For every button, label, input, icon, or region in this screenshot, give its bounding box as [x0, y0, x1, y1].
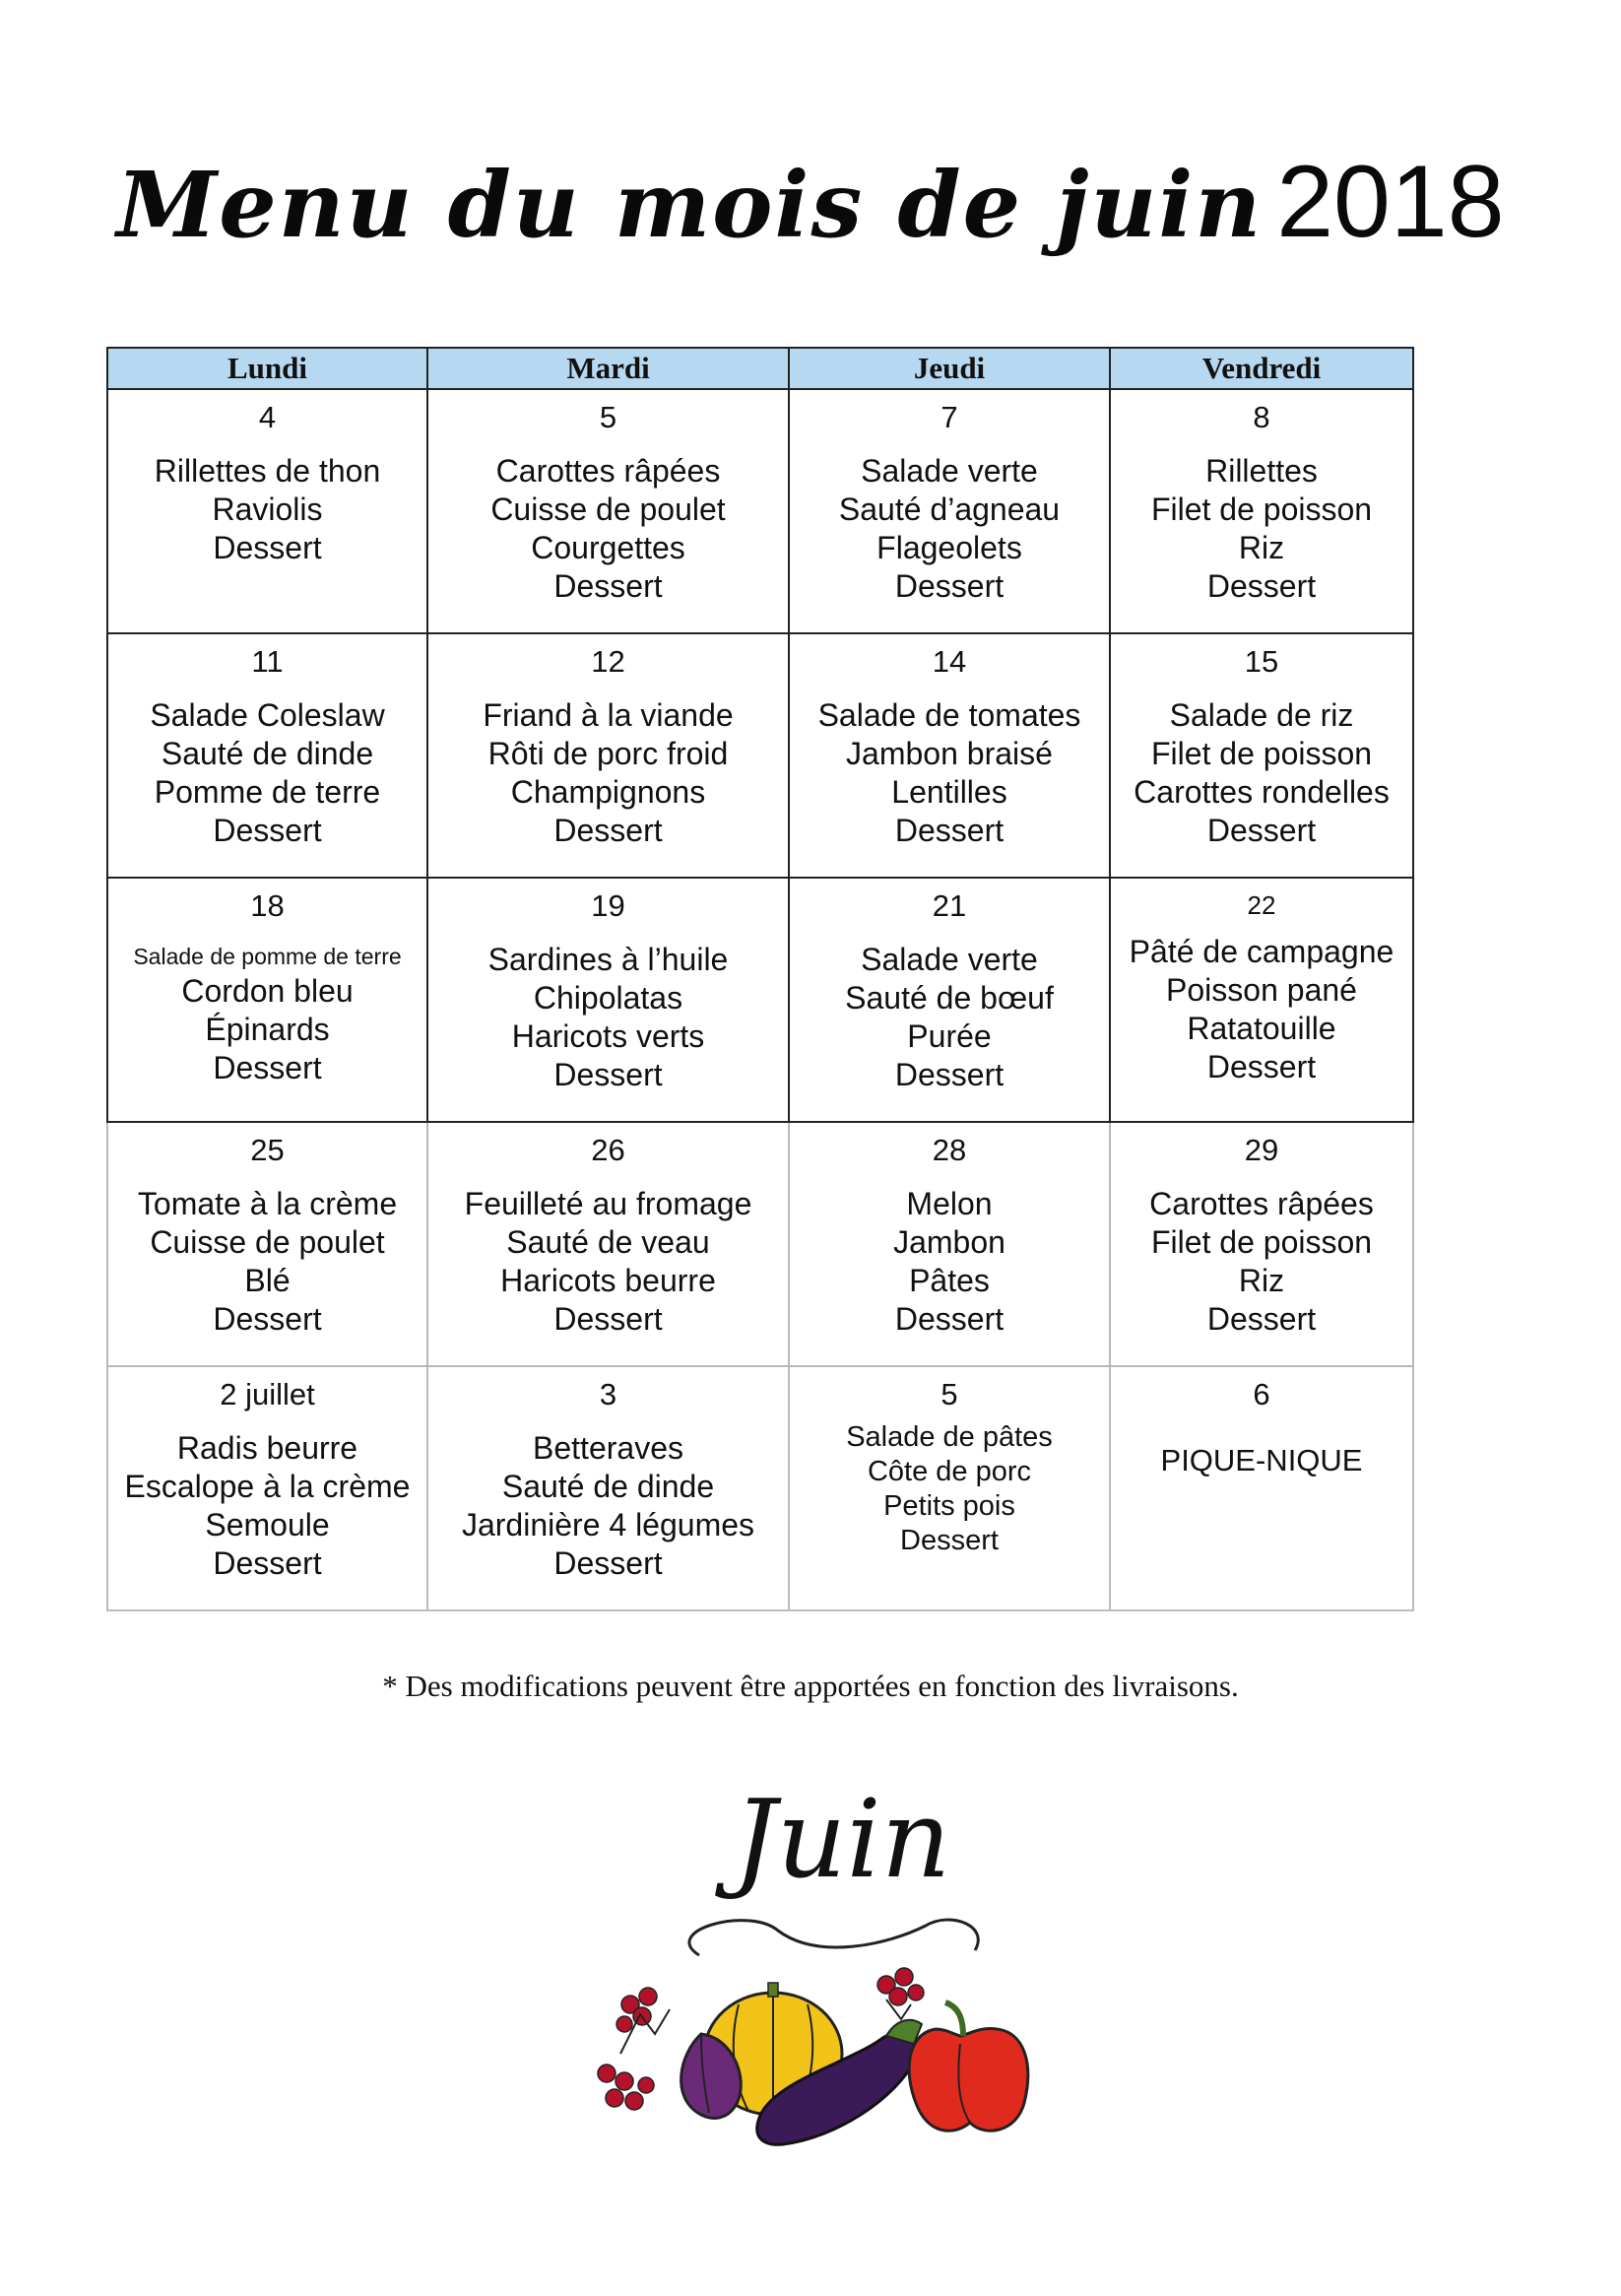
- menu-table: [106, 347, 1414, 1611]
- day-number: 18: [250, 888, 285, 923]
- dish: Jambon: [893, 1224, 1005, 1260]
- dish: Haricots beurre: [500, 1263, 716, 1298]
- dish: Escalope à la crème: [124, 1469, 411, 1504]
- dish: Cuisse de poulet: [490, 492, 726, 527]
- dish: Sardines à l’huile: [487, 942, 729, 977]
- svg-text:Juin: Juin: [733, 1776, 951, 1902]
- title-year: 2018: [1276, 145, 1505, 259]
- dish: Sauté de dinde: [501, 1469, 715, 1504]
- day-number: 22: [1247, 890, 1276, 920]
- menu-cell: [107, 1366, 427, 1610]
- menu-cell: [107, 1122, 427, 1366]
- dish: Carottes râpées: [495, 453, 721, 489]
- week-row: [107, 633, 1413, 878]
- dish: Melon: [906, 1186, 993, 1221]
- dish: Tomate à la crème: [137, 1186, 398, 1221]
- title-script: Menu du mois de juin: [116, 152, 1264, 258]
- dish: Petits pois: [883, 1490, 1015, 1522]
- dish: Salade de tomates: [817, 697, 1081, 733]
- day-number: 6: [1253, 1377, 1270, 1411]
- menu-cell: [1110, 1366, 1413, 1610]
- day-header: Lundi: [107, 348, 427, 389]
- day-number: 5: [940, 1377, 958, 1411]
- dish: Haricots verts: [511, 1018, 705, 1054]
- footnote: * Des modifications peuvent être apportées en fonction des livraisons.: [382, 1669, 1239, 1703]
- dish: Blé: [244, 1263, 291, 1298]
- dish: Purée: [907, 1018, 992, 1054]
- menu-cell: [1110, 878, 1413, 1122]
- menu-cell: [789, 1122, 1110, 1366]
- dish: Sauté de veau: [506, 1224, 710, 1260]
- menu-cell: [107, 878, 427, 1122]
- dish: Salade de pomme de terre: [133, 944, 402, 969]
- menu-cell: [427, 878, 789, 1122]
- dish: Dessert: [553, 1057, 663, 1092]
- menu-cell: [427, 1122, 789, 1366]
- week-row: [107, 389, 1413, 633]
- day-number: 5: [599, 400, 617, 434]
- dish: Sauté de bœuf: [845, 980, 1054, 1016]
- menu-cell: [1110, 389, 1413, 633]
- week-row: [107, 1366, 1413, 1610]
- day-number: 15: [1244, 644, 1279, 679]
- dish: Dessert: [213, 1050, 322, 1085]
- dish: Raviolis: [212, 492, 323, 527]
- week-row: [107, 878, 1413, 1122]
- dish: Épinards: [205, 1012, 330, 1047]
- dish: Sauté de dinde: [161, 736, 374, 771]
- dish: Salade verte: [861, 942, 1038, 977]
- dish: Rôti de porc froid: [487, 736, 729, 771]
- dish: Dessert: [553, 1545, 663, 1581]
- dish: Riz: [1238, 530, 1285, 565]
- dish: Dessert: [553, 568, 663, 604]
- dish: Poisson pané: [1166, 972, 1357, 1008]
- pepper-icon: [909, 2002, 1028, 2131]
- menu-cell: [789, 878, 1110, 1122]
- dish: Salade de pâtes: [846, 1421, 1053, 1453]
- menu-cell: [427, 389, 789, 633]
- menu-cell: [789, 389, 1110, 633]
- dish: Dessert: [894, 1301, 1005, 1337]
- menu-cell: [107, 389, 427, 633]
- dish: Jambon braisé: [846, 736, 1053, 771]
- dish: Filet de poisson: [1150, 492, 1373, 527]
- dish: Rillettes: [1205, 453, 1318, 489]
- dish: Courgettes: [531, 530, 685, 565]
- dish: Dessert: [213, 1301, 322, 1337]
- menu-cell: [427, 1366, 789, 1610]
- dish: Dessert: [213, 1545, 322, 1581]
- dish: Dessert: [894, 813, 1005, 848]
- dish: Radis beurre: [176, 1430, 358, 1466]
- day-number: 3: [599, 1377, 617, 1411]
- dish: Dessert: [213, 813, 322, 848]
- menu-cell: [427, 633, 789, 878]
- dish: Dessert: [894, 568, 1005, 604]
- day-number: 21: [932, 888, 967, 923]
- day-number: 28: [932, 1133, 967, 1167]
- dish: Riz: [1238, 1263, 1285, 1298]
- day-number: 11: [251, 644, 284, 679]
- dish: Ratatouille: [1187, 1011, 1336, 1046]
- dish: Flageolets: [876, 530, 1022, 565]
- day-number: 29: [1244, 1133, 1279, 1167]
- menu-cell: [789, 633, 1110, 878]
- day-header: Mardi: [427, 348, 789, 389]
- dish: Carottes râpées: [1149, 1186, 1374, 1221]
- dish: Lentilles: [891, 774, 1007, 810]
- dish: Rillettes de thon: [154, 453, 381, 489]
- grapes-icon: [877, 1968, 924, 2019]
- dish: Filet de poisson: [1150, 1224, 1373, 1260]
- dish: Champignons: [510, 774, 706, 810]
- day-number: 25: [250, 1133, 285, 1167]
- header-row: [107, 348, 1413, 389]
- grapes-icon: [598, 1988, 670, 2110]
- dish: Dessert: [1206, 1049, 1317, 1084]
- day-number: 12: [591, 644, 625, 679]
- day-number: 8: [1253, 400, 1270, 434]
- menu-cell: [1110, 633, 1413, 878]
- dish: Friand à la viande: [483, 697, 734, 733]
- dish: Salade verte: [861, 453, 1038, 489]
- day-number: 26: [591, 1133, 625, 1167]
- dish: Côte de porc: [867, 1456, 1032, 1487]
- menu-cell: [789, 1366, 1110, 1610]
- dish: Carottes rondelles: [1134, 774, 1390, 810]
- menu-cell: [1110, 1122, 1413, 1366]
- dish: Sauté d’agneau: [838, 492, 1061, 527]
- day-number: 7: [940, 400, 958, 434]
- dish: Dessert: [900, 1525, 999, 1556]
- dish: Feuilleté au fromage: [464, 1186, 752, 1221]
- dish: Dessert: [553, 1301, 663, 1337]
- dish: Filet de poisson: [1150, 736, 1373, 771]
- day-header: Jeudi: [789, 348, 1110, 389]
- week-row: [107, 1122, 1413, 1366]
- day-number: 2 juillet: [220, 1377, 315, 1411]
- dish: Salade de riz: [1169, 697, 1354, 733]
- dish: Dessert: [1206, 813, 1317, 848]
- dish: Jardinière 4 légumes: [461, 1507, 755, 1542]
- dish: Dessert: [213, 530, 322, 565]
- dish: PIQUE-NIQUE: [1160, 1443, 1363, 1477]
- dish: Chipolatas: [533, 980, 683, 1016]
- dish: Dessert: [553, 813, 663, 848]
- dish: Dessert: [1206, 1301, 1317, 1337]
- dish: Pomme de terre: [154, 774, 381, 810]
- dish: Semoule: [205, 1507, 330, 1542]
- page-title: [0, 145, 1621, 260]
- dish: Pâtes: [909, 1263, 990, 1298]
- dish: Salade Coleslaw: [150, 697, 385, 733]
- dish: Dessert: [1206, 568, 1317, 604]
- juin-lettering: [689, 1776, 978, 1955]
- dish: Pâté de campagne: [1129, 934, 1394, 969]
- day-number: 14: [932, 644, 967, 679]
- dish: Cordon bleu: [181, 973, 354, 1009]
- dish: Cuisse de poulet: [150, 1224, 385, 1260]
- dish: Dessert: [894, 1057, 1005, 1092]
- day-header: Vendredi: [1110, 348, 1413, 389]
- day-number: 4: [258, 400, 277, 434]
- dish: Betteraves: [533, 1430, 683, 1466]
- day-number: 19: [591, 888, 625, 923]
- june-illustration: [591, 1758, 1054, 2152]
- menu-cell: [107, 633, 427, 878]
